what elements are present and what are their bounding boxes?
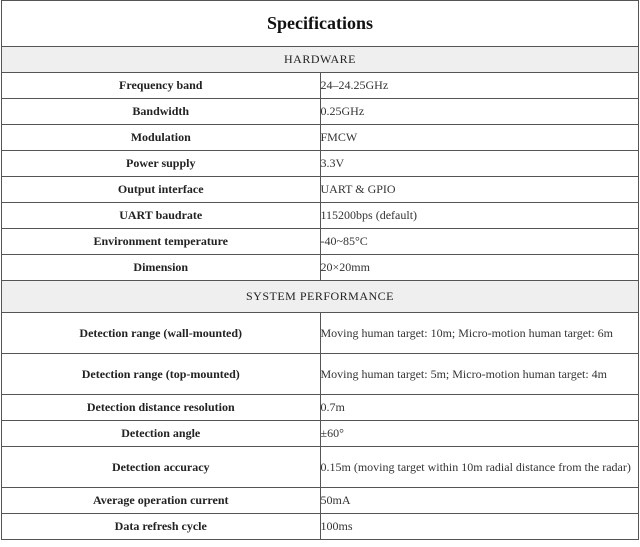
spec-value: 24–24.25GHz [320, 73, 639, 99]
spec-value: 0.25GHz [320, 99, 639, 125]
spec-value: -40~85°C [320, 229, 639, 255]
table-row [2, 177, 639, 203]
spec-value: Moving human target: 10m; Micro-motion human target: 6m [320, 313, 639, 354]
table-title: Specifications [2, 1, 639, 47]
spec-value: 20×20mm [320, 255, 639, 281]
spec-value: 0.7m [320, 395, 639, 421]
table-row [2, 151, 639, 177]
section-heading-system-performance: SYSTEM PERFORMANCE [2, 281, 639, 313]
table-row [2, 421, 639, 447]
table-row [2, 73, 639, 99]
spec-value: 3.3V [320, 151, 639, 177]
spec-value: 100ms [320, 514, 639, 540]
spec-value: Moving human target: 5m; Micro-motion human target: 4m [320, 354, 639, 395]
table-row [2, 313, 639, 354]
table-row [2, 447, 639, 488]
table-row [2, 229, 639, 255]
spec-value: 50mA [320, 488, 639, 514]
spec-label: Detection distance resolution [2, 395, 321, 421]
table-row [2, 255, 639, 281]
spec-value: FMCW [320, 125, 639, 151]
spec-label: Power supply [2, 151, 321, 177]
specifications-table [1, 0, 639, 540]
spec-value: 115200bps (default) [320, 203, 639, 229]
spec-label: Detection range (wall-mounted) [2, 313, 321, 354]
table-row [2, 125, 639, 151]
spec-label: UART baudrate [2, 203, 321, 229]
spec-label: Dimension [2, 255, 321, 281]
spec-label: Frequency band [2, 73, 321, 99]
table-row [2, 203, 639, 229]
spec-label: Output interface [2, 177, 321, 203]
spec-value: UART & GPIO [320, 177, 639, 203]
spec-value: ±60° [320, 421, 639, 447]
spec-label: Detection range (top-mounted) [2, 354, 321, 395]
spec-label: Bandwidth [2, 99, 321, 125]
spec-label: Environment temperature [2, 229, 321, 255]
spec-label: Detection angle [2, 421, 321, 447]
spec-label: Detection accuracy [2, 447, 321, 488]
spec-label: Average operation current [2, 488, 321, 514]
spec-label: Data refresh cycle [2, 514, 321, 540]
spec-label: Modulation [2, 125, 321, 151]
section-heading-hardware: HARDWARE [2, 47, 639, 73]
table-row [2, 514, 639, 540]
table-row [2, 488, 639, 514]
table-row [2, 354, 639, 395]
table-row [2, 395, 639, 421]
table-row [2, 99, 639, 125]
section-header-hardware [2, 47, 639, 73]
spec-value: 0.15m (moving target within 10m radial distance from the radar) [320, 447, 639, 488]
section-header-system-performance [2, 281, 639, 313]
title-row [2, 1, 639, 47]
